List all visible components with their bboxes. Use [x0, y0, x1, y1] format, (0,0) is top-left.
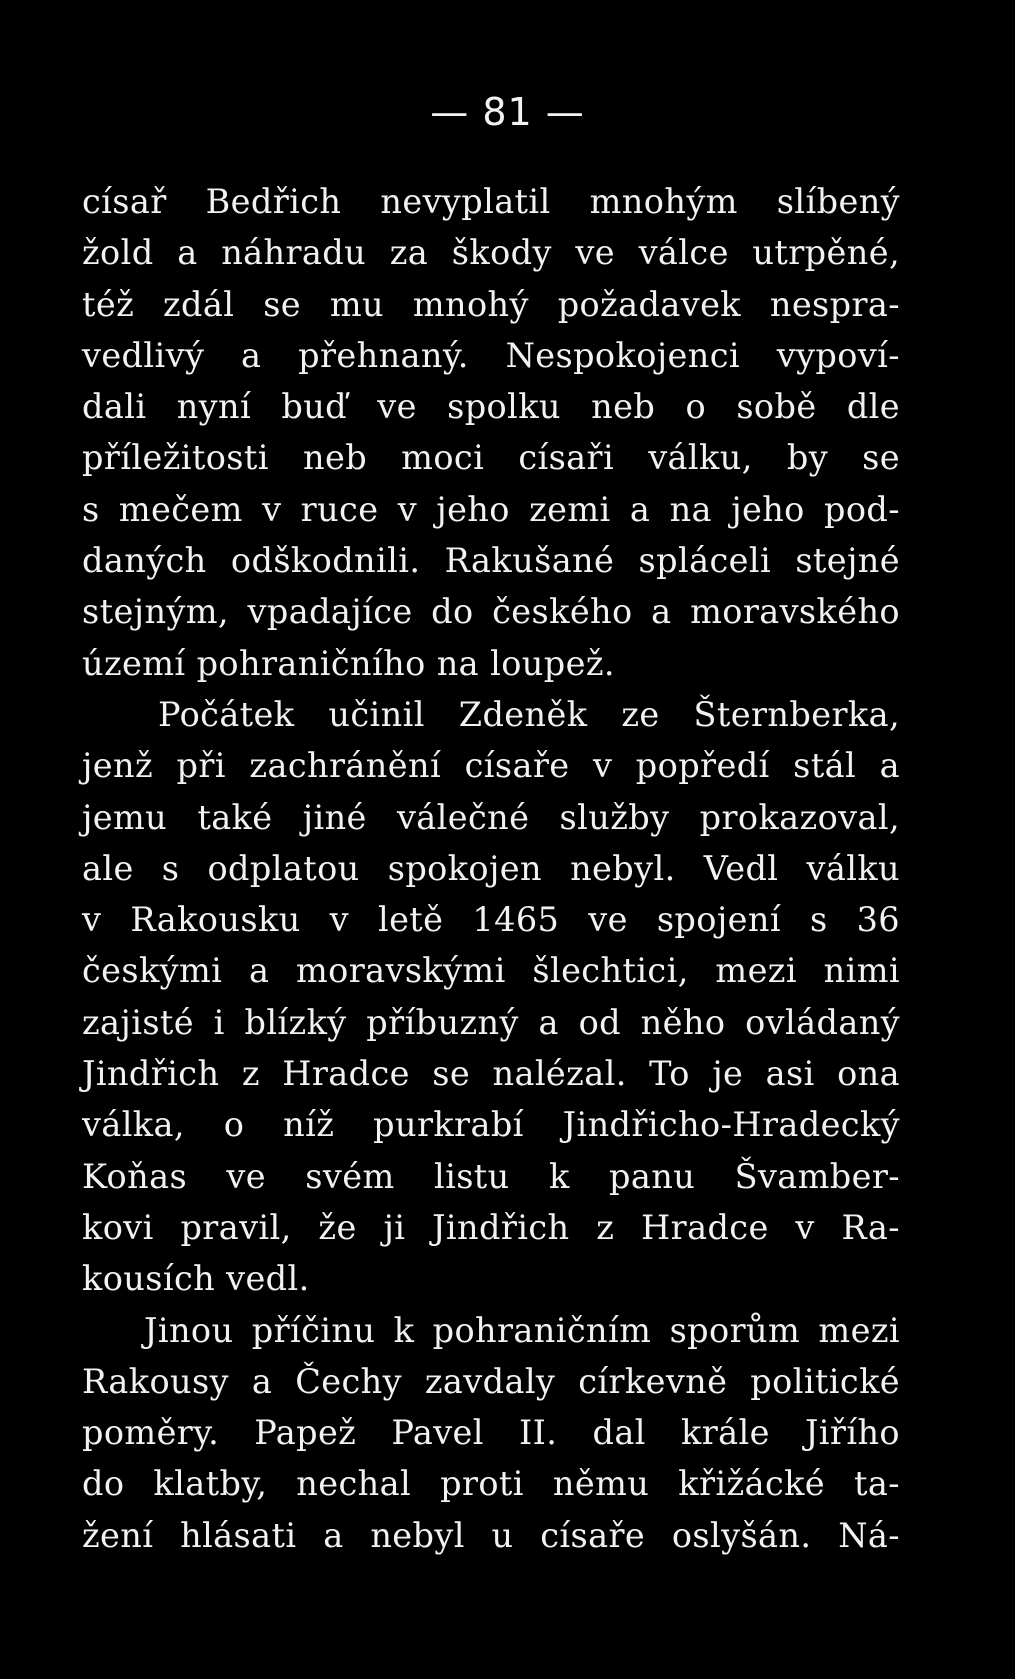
text-line: Koňas ve svém listu k panu Švamber-	[82, 1156, 900, 1196]
text-line: žold a náhradu za škody ve válce utrpěné,	[82, 233, 900, 273]
text-line: s mečem v ruce v jeho zemi a na jeho pod-	[82, 489, 900, 529]
paragraph-3	[82, 1305, 900, 1561]
text-line: též zdál se mu mnohý požadavek nespra-	[82, 284, 900, 324]
text-line: kovi pravil, že ji Jindřich z Hradce v Ra-	[82, 1207, 900, 1247]
text-line: dali nyní buď ve spolku neb o sobě dle	[82, 387, 900, 427]
text-line: příležitosti neb moci císaři válku, by se	[82, 438, 900, 478]
paragraph-1	[82, 176, 900, 689]
text-line: kousích vedl.	[82, 1259, 310, 1299]
text-line: žení hlásati a nebyl u císaře oslyšán. Ná-	[82, 1515, 900, 1555]
text-line: císař Bedřich nevyplatil mnohým slíbený	[82, 182, 900, 221]
text-line: v Rakousku v letě 1465 ve spojení s 36	[82, 900, 900, 940]
text-line: jemu také jiné válečné služby prokazoval,	[82, 797, 900, 837]
text-line: jenž při zachránění císaře v popředí stál a	[82, 746, 900, 786]
text-line: území pohraničního na loupež.	[82, 643, 615, 683]
text-line: poměry. Papež Pavel II. dal krále Jiřího	[82, 1413, 900, 1453]
text-line: Jindřich z Hradce se nalézal. To je asi ona	[82, 1054, 900, 1094]
text-line: válka, o níž purkrabí Jindřicho-Hradecký	[82, 1105, 900, 1145]
text-line: vedlivý a přehnaný. Nespokojenci vypoví-	[82, 335, 900, 375]
text-line: zajisté i blízký příbuzný a od něho ovládaný	[82, 1002, 900, 1042]
text-line: Rakousy a Čechy zavdaly církevně politické	[82, 1361, 900, 1401]
body-text	[82, 176, 900, 1561]
text-line: stejným, vpadajíce do českého a moravského	[82, 592, 900, 632]
page-number: — 81 —	[430, 90, 585, 134]
text-line: Počátek učinil Zdeněk ze Šternberka,	[158, 694, 900, 734]
paragraph-2	[82, 689, 900, 1305]
text-line: daných odškodnili. Rakušané spláceli stejné	[82, 541, 900, 581]
text-line: do klatby, nechal proti němu křižácké ta-	[82, 1464, 900, 1504]
text-line: Jinou příčinu k pohraničním sporům mezi	[144, 1310, 900, 1350]
text-line: ale s odplatou spokojen nebyl. Vedl válku	[82, 848, 900, 888]
text-line: českými a moravskými šlechtici, mezi nimi	[82, 951, 900, 991]
